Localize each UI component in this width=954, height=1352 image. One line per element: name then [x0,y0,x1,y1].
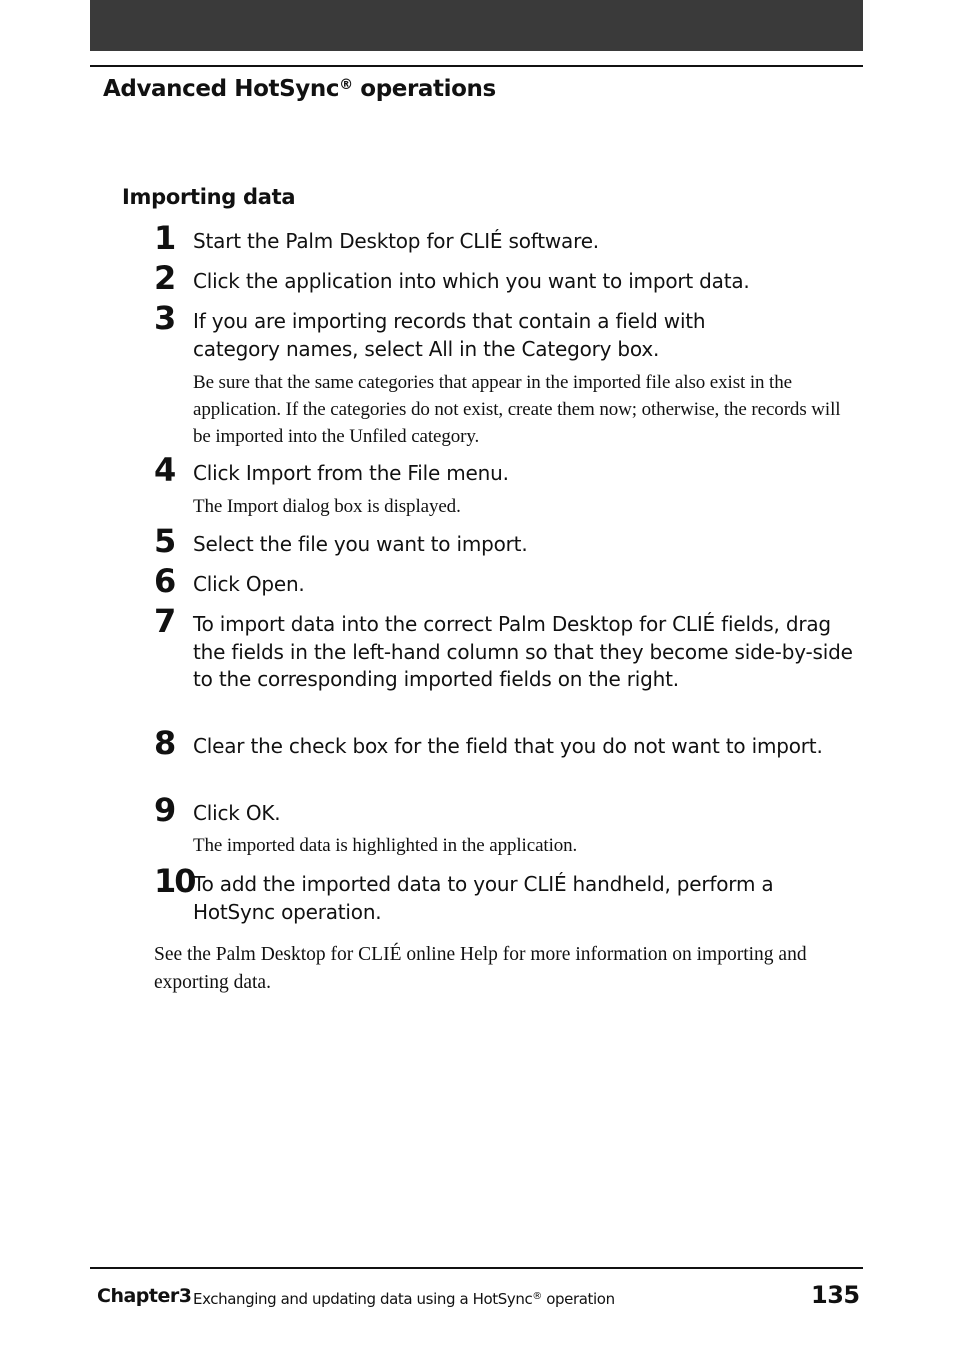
step-number: 9 [154,791,177,829]
footer-chapter-label: Chapter3 [97,1285,192,1307]
step-text: Start the Palm Desktop for CLIÉ software. [193,229,599,253]
step-number: 2 [154,259,177,297]
footer-chapter-description: Exchanging and updating data using a HotSync® operation [193,1290,615,1308]
closing-paragraph: See the Palm Desktop for CLIÉ online Help for more information on importing and exporting data. [154,944,807,993]
section-title: Importing data [122,185,296,209]
header-rule [90,65,863,67]
step-text: Select the file you want to import. [193,532,528,556]
step-number: 6 [154,562,177,600]
step-number: 8 [154,724,177,762]
step-text: If you are importing records that contain a field with category names, select All in the Category box. [193,309,706,361]
step-number: 10 [154,862,195,900]
step-number: 1 [154,219,177,257]
header-bar [90,0,863,51]
step-note: Be sure that the same categories that appear in the imported file also exist in the application. If the categories do not exist, create them now; otherwise, the records will be imported into the Unfiled category. [193,372,841,447]
step-text: Click OK. [193,801,281,825]
step-text: Click Import from the File menu. [193,461,509,485]
step-number: 3 [154,299,177,337]
step-note: The Import dialog box is displayed. [193,496,461,517]
step-number: 5 [154,522,177,560]
step-text: Click Open. [193,572,305,596]
step-number: 7 [154,602,177,640]
step-note: The imported data is highlighted in the application. [193,835,578,856]
page-number: 135 [811,1281,860,1309]
step-text: To add the imported data to your CLIÉ handheld, perform a HotSync operation. [193,872,774,924]
step-number: 4 [154,451,177,489]
step-text: Click the application into which you want to import data. [193,269,750,293]
step-text: To import data into the correct Palm Desktop for CLIÉ fields, drag the fields in the left-hand column so that they become side-by-side to the corresponding imported fields on the right. [193,612,853,691]
chapter-heading: Advanced HotSync® operations [103,76,496,102]
footer-rule [90,1267,863,1269]
step-text: Clear the check box for the field that you do not want to import. [193,734,823,758]
